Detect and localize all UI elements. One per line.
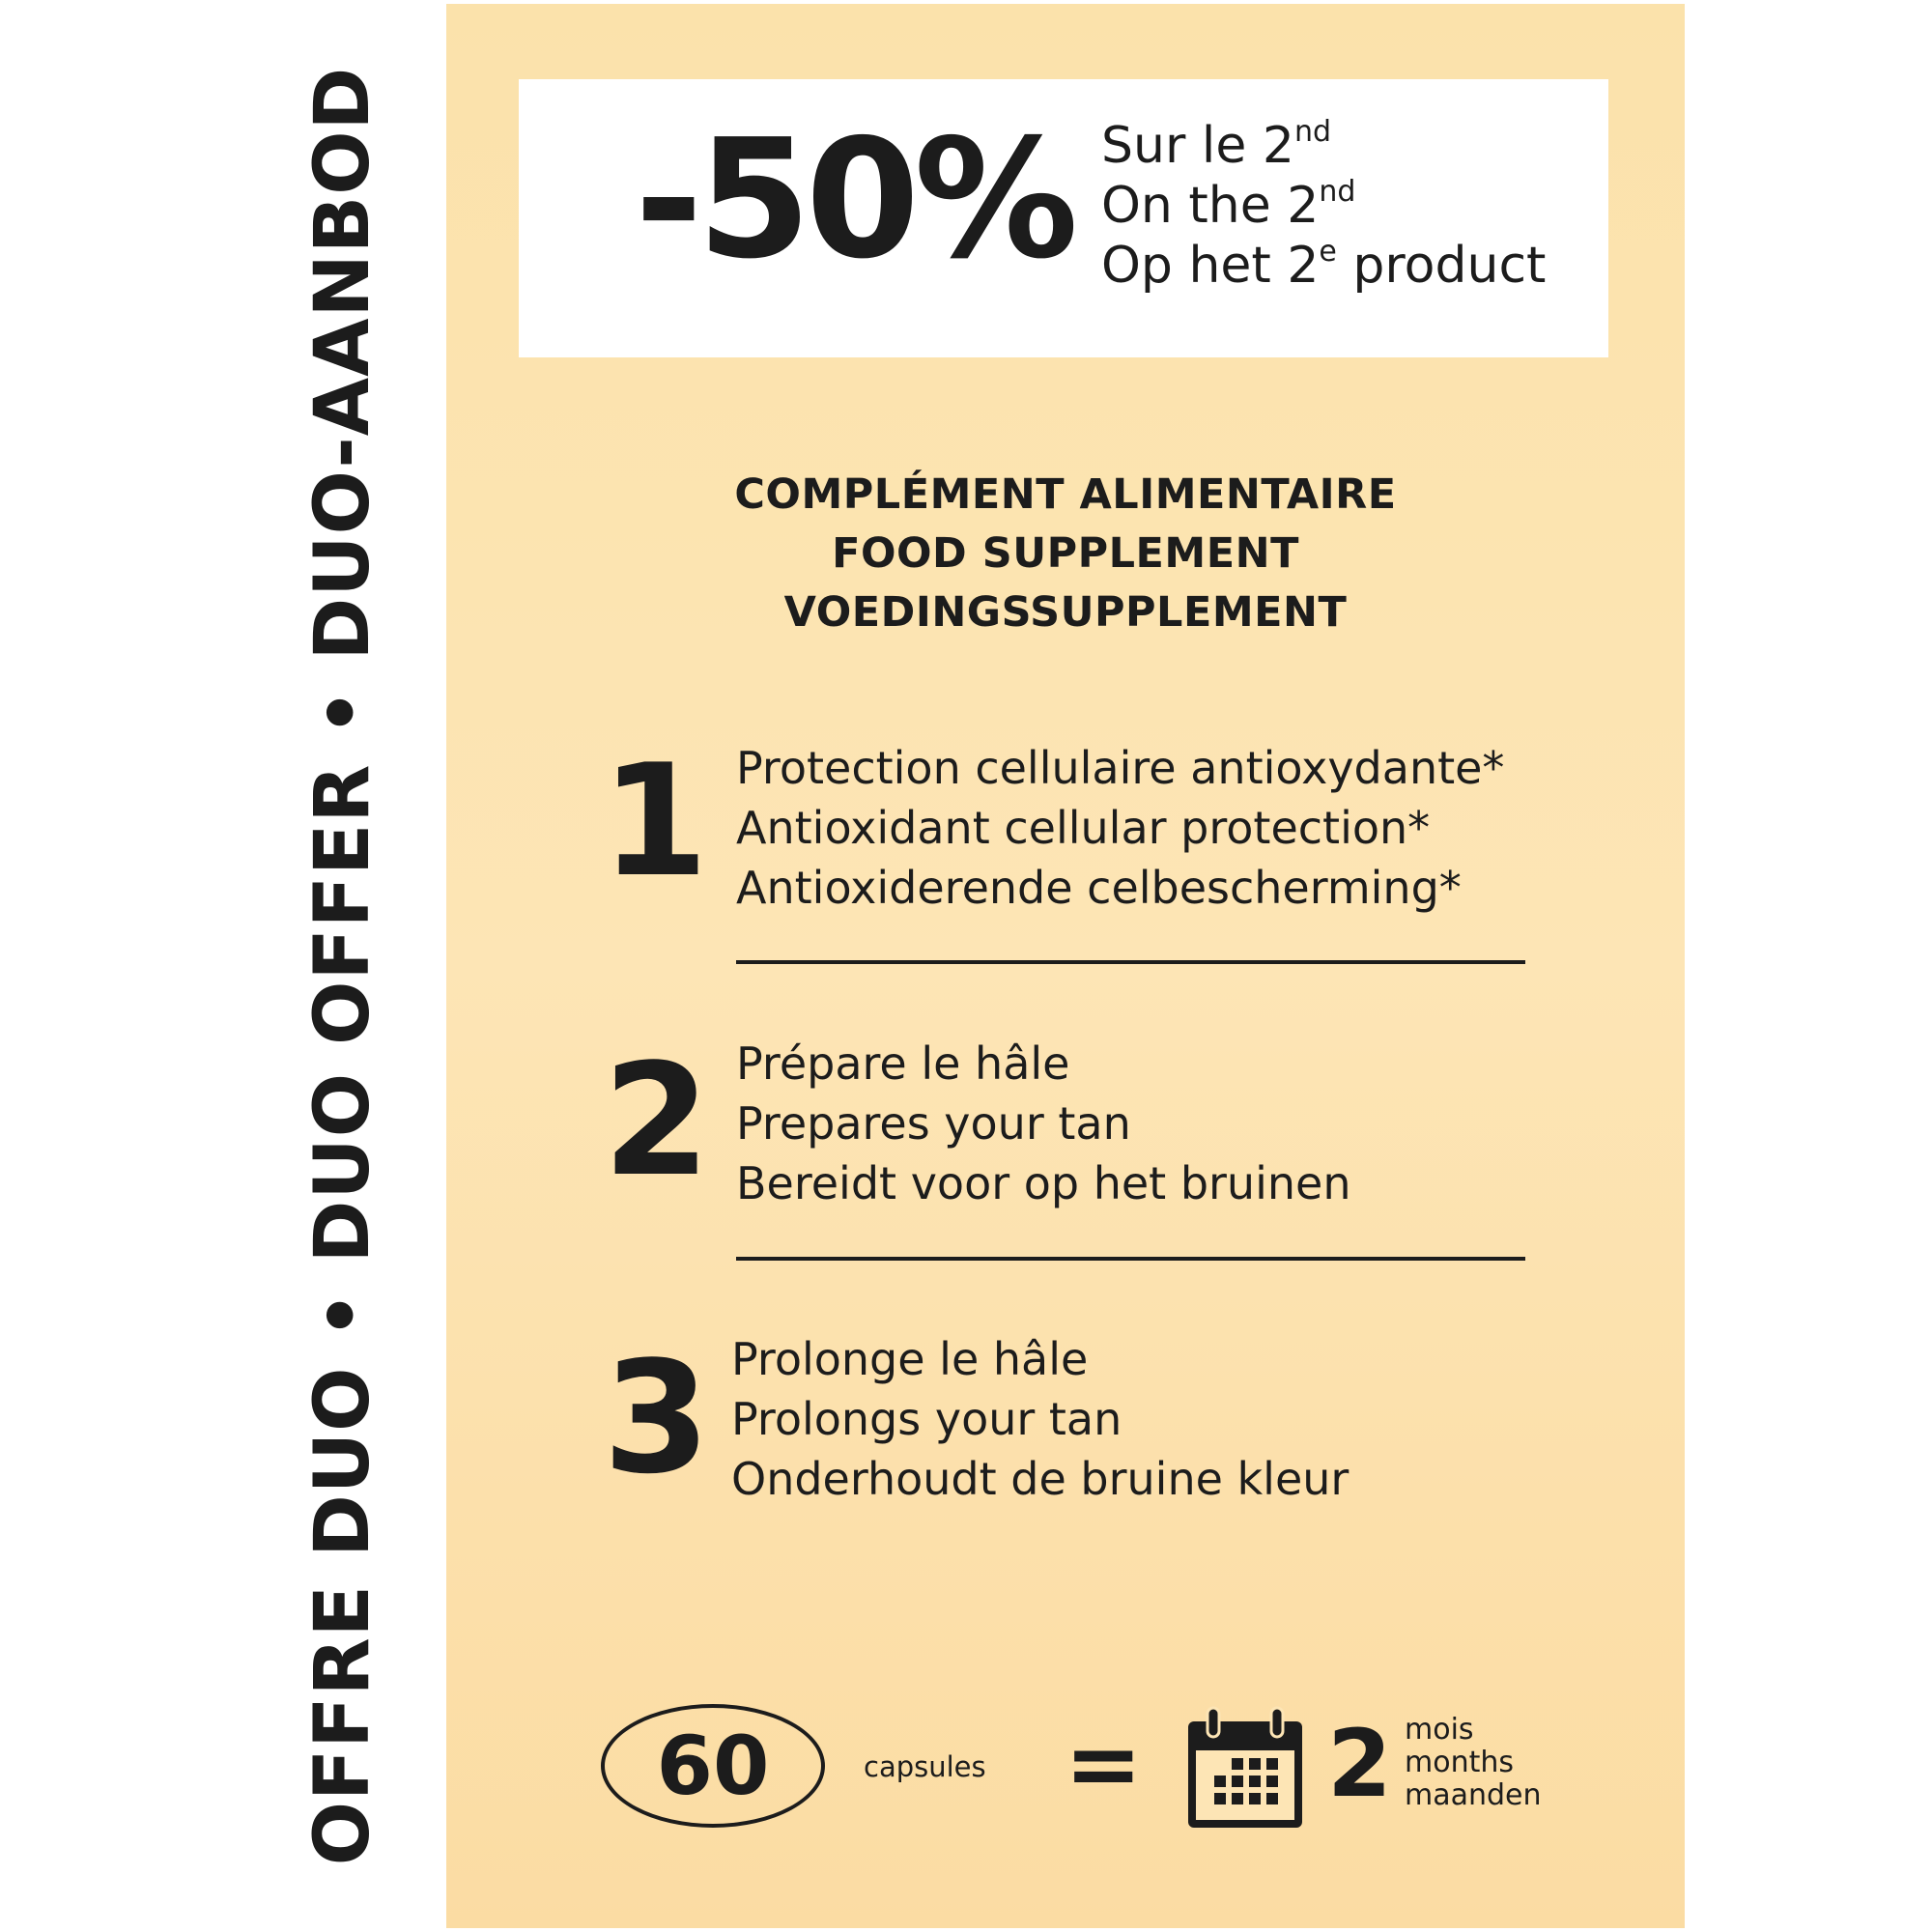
divider xyxy=(736,960,1525,964)
capsule-count-badge: 60 xyxy=(601,1704,825,1828)
benefit-text xyxy=(731,1329,1349,1509)
promo-box xyxy=(519,79,1608,357)
discount-label: -50% xyxy=(635,104,1073,296)
divider xyxy=(736,1257,1525,1261)
benefit-text-nl: Onderhoudt de bruine kleur xyxy=(731,1453,1350,1505)
benefit-text-en: Antioxidant cellular protection* xyxy=(736,802,1431,854)
promo-line-nl: Op het 2e product xyxy=(1101,235,1547,295)
capsules-label: capsules xyxy=(864,1750,986,1783)
heading-en: FOOD SUPPLEMENT xyxy=(832,529,1299,578)
duration-number: 2 xyxy=(1327,1710,1392,1818)
benefit-text-en: Prepares your tan xyxy=(736,1097,1131,1150)
equals-sign: = xyxy=(1065,1710,1143,1818)
benefit-text-fr: Prolonge le hâle xyxy=(731,1333,1089,1385)
duration-label-fr: mois xyxy=(1405,1713,1474,1747)
dosage-row xyxy=(446,1696,1685,1841)
promo-line-fr: Sur le 2nd xyxy=(1101,115,1331,175)
benefit-number: 2 xyxy=(603,1030,711,1210)
benefit-text-en: Prolongs your tan xyxy=(731,1393,1122,1445)
promo-lines xyxy=(1101,116,1546,296)
calendar-icon xyxy=(1182,1706,1308,1832)
heading-fr: COMPLÉMENT ALIMENTAIRE xyxy=(734,470,1397,519)
duration-labels xyxy=(1405,1714,1542,1812)
benefit-text-nl: Antioxiderende celbescherming* xyxy=(736,862,1462,914)
heading-nl: VOEDINGSSUPPLEMENT xyxy=(783,588,1348,637)
benefit-number: 3 xyxy=(603,1327,711,1508)
side-banner-duo-offer: OFFRE DUO • DUO OFFER • DUO-AANBOD xyxy=(299,66,386,1866)
benefit-text xyxy=(736,738,1504,918)
benefit-text xyxy=(736,1034,1350,1213)
benefit-text-nl: Bereidt voor op het bruinen xyxy=(736,1157,1351,1209)
benefit-number: 1 xyxy=(601,730,709,911)
duration-label-nl: maanden xyxy=(1405,1778,1542,1812)
product-card xyxy=(446,4,1685,1928)
duration-label-en: months xyxy=(1405,1746,1514,1779)
benefit-text-fr: Prépare le hâle xyxy=(736,1037,1070,1090)
product-category-heading xyxy=(446,466,1685,642)
benefit-text-fr: Protection cellulaire antioxydante* xyxy=(736,742,1505,794)
promo-line-en: On the 2nd xyxy=(1101,175,1356,235)
